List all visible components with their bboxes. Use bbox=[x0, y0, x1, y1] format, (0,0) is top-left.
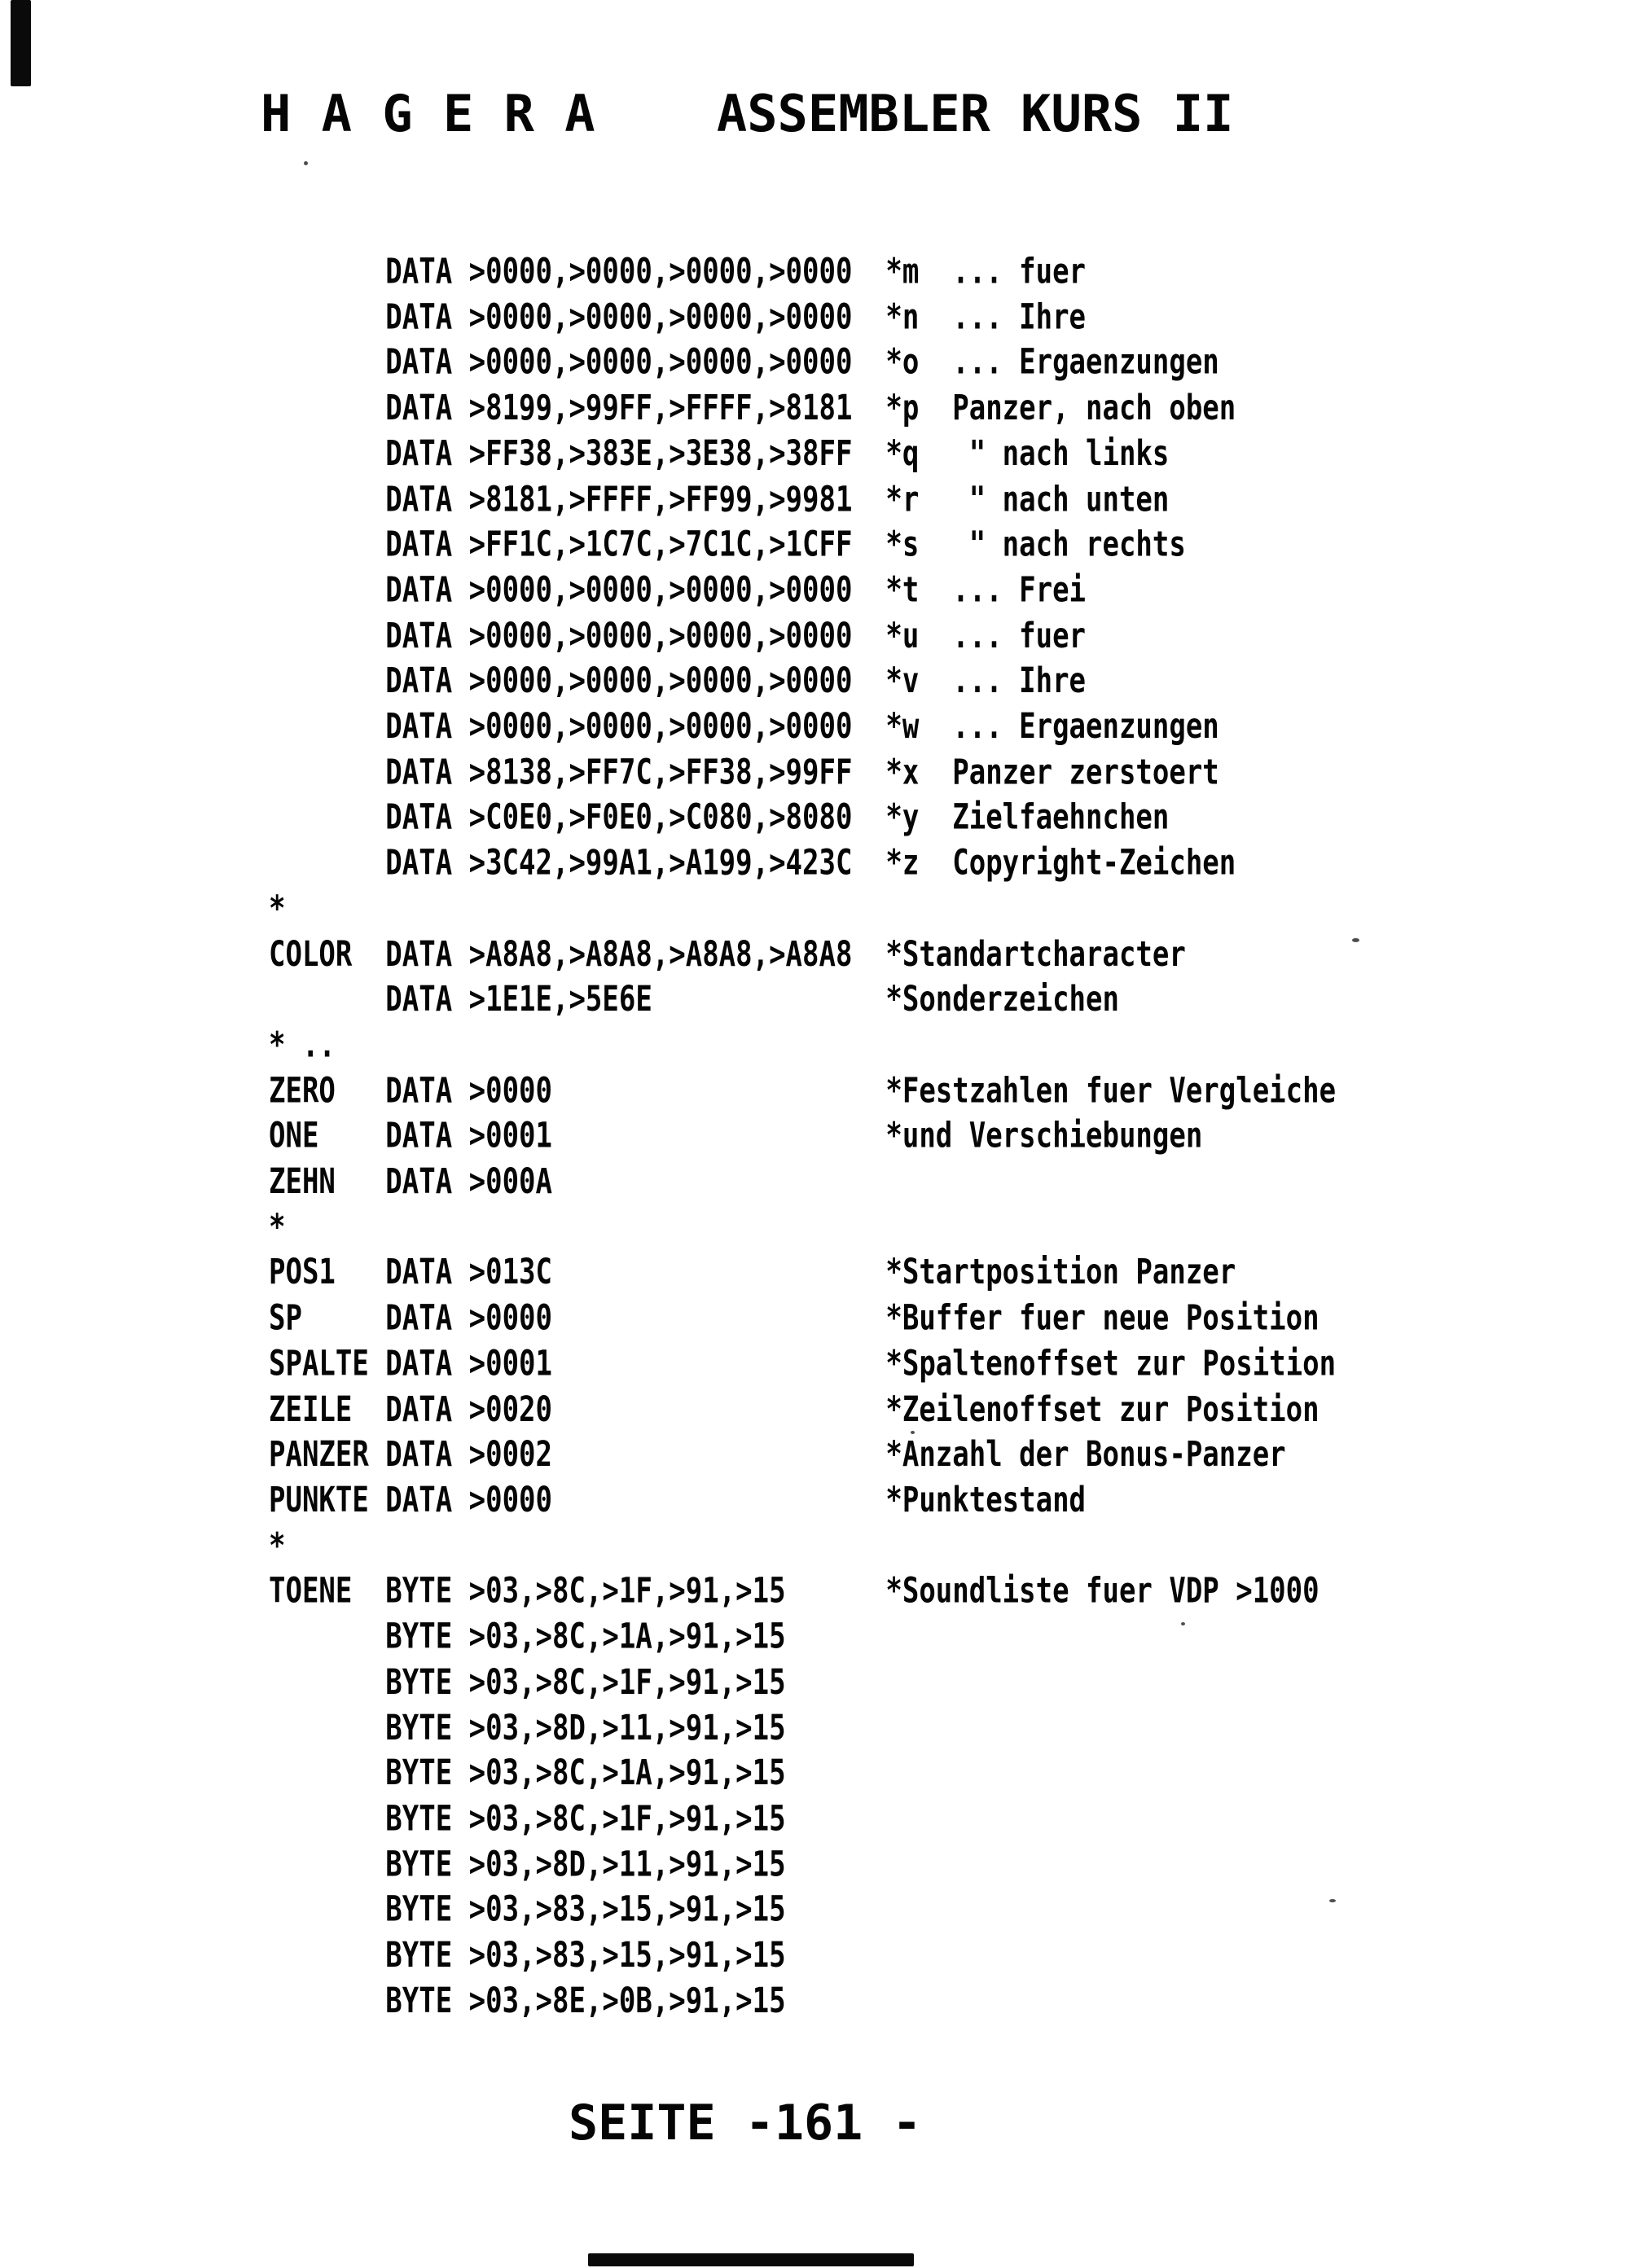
code-line: DATA >3C42,>99A1,>A199,>423C *z Copyright-Zeichen bbox=[269, 842, 1236, 884]
code-line: BYTE >03,>83,>15,>91,>15 bbox=[269, 1889, 786, 1931]
code-line: ZEHN DATA >000A bbox=[269, 1161, 552, 1203]
code-line: BYTE >03,>8C,>1F,>91,>15 bbox=[269, 1798, 786, 1840]
scan-speck bbox=[304, 161, 308, 165]
code-line: DATA >0000,>0000,>0000,>0000 *m ... fuer bbox=[269, 251, 1087, 292]
code-line: PUNKTE DATA >0000 *Punktestand bbox=[269, 1480, 1087, 1521]
code-line: DATA >0000,>0000,>0000,>0000 *w ... Ergaenzungen bbox=[269, 706, 1219, 748]
code-line: TOENE BYTE >03,>8C,>1F,>91,>15 *Soundliste fuer VDP >1000 bbox=[269, 1570, 1319, 1612]
code-line: POS1 DATA >013C *Startposition Panzer bbox=[269, 1252, 1236, 1293]
page-title: H A G E R A ASSEMBLER KURS II bbox=[261, 84, 1234, 143]
code-line: BYTE >03,>8C,>1A,>91,>15 bbox=[269, 1616, 786, 1657]
code-line: DATA >1E1E,>5E6E *Sonderzeichen bbox=[269, 979, 1119, 1020]
code-listing bbox=[269, 249, 1336, 2024]
code-line: DATA >0000,>0000,>0000,>0000 *v ... Ihre bbox=[269, 660, 1087, 702]
photocopy-ink-mark-bottom bbox=[588, 2253, 914, 2266]
code-line: SPALTE DATA >0001 *Spaltenoffset zur Position bbox=[269, 1343, 1337, 1384]
code-line: DATA >0000,>0000,>0000,>0000 *n ... Ihre bbox=[269, 296, 1087, 338]
code-line: DATA >8199,>99FF,>FFFF,>8181 *p Panzer, nach oben bbox=[269, 388, 1236, 429]
code-line: ZERO DATA >0000 *Festzahlen fuer Vergleiche bbox=[269, 1070, 1337, 1112]
code-line: * bbox=[269, 1525, 286, 1567]
code-line: BYTE >03,>8C,>1F,>91,>15 bbox=[269, 1661, 786, 1703]
code-line: * .. bbox=[269, 1024, 336, 1066]
code-line: BYTE >03,>8D,>11,>91,>15 bbox=[269, 1707, 786, 1748]
code-line: BYTE >03,>8D,>11,>91,>15 bbox=[269, 1844, 786, 1885]
code-line: DATA >FF38,>383E,>3E38,>38FF *q " nach links bbox=[269, 433, 1170, 475]
code-line: BYTE >03,>8C,>1A,>91,>15 bbox=[269, 1753, 786, 1794]
code-line: PANZER DATA >0002 *Anzahl der Bonus-Panzer bbox=[269, 1434, 1286, 1476]
page-number: SEITE -161 - bbox=[569, 2095, 922, 2152]
scan-speck bbox=[1352, 938, 1359, 942]
code-line: COLOR DATA >A8A8,>A8A8,>A8A8,>A8A8 *Standartcharacter bbox=[269, 933, 1186, 975]
code-line: DATA >8181,>FFFF,>FF99,>9981 *r " nach unten bbox=[269, 478, 1170, 520]
code-line: SP DATA >0000 *Buffer fuer neue Position bbox=[269, 1297, 1319, 1339]
scan-speck bbox=[1181, 1622, 1185, 1625]
code-line: ONE DATA >0001 *und Verschiebungen bbox=[269, 1116, 1203, 1157]
code-line: * bbox=[269, 888, 286, 929]
code-line: BYTE >03,>83,>15,>91,>15 bbox=[269, 1935, 786, 1976]
code-line: BYTE >03,>8E,>0B,>91,>15 bbox=[269, 1980, 786, 2021]
code-line: DATA >0000,>0000,>0000,>0000 *o ... Ergaenzungen bbox=[269, 342, 1219, 384]
code-line: * bbox=[269, 1206, 286, 1248]
scan-speck bbox=[1329, 1899, 1336, 1902]
code-line: DATA >8138,>FF7C,>FF38,>99FF *x Panzer zerstoert bbox=[269, 752, 1219, 793]
code-line: DATA >0000,>0000,>0000,>0000 *t ... Frei bbox=[269, 569, 1087, 611]
scan-speck bbox=[911, 1431, 915, 1434]
code-line: DATA >FF1C,>1C7C,>7C1C,>1CFF *s " nach rechts bbox=[269, 524, 1186, 565]
code-line: DATA >0000,>0000,>0000,>0000 *u ... fuer bbox=[269, 615, 1087, 656]
code-line: DATA >C0E0,>F0E0,>C080,>8080 *y Zielfaehnchen bbox=[269, 797, 1170, 839]
photocopy-ink-mark-top-left bbox=[11, 0, 31, 86]
code-line: ZEILE DATA >0020 *Zeilenoffset zur Position bbox=[269, 1388, 1319, 1430]
